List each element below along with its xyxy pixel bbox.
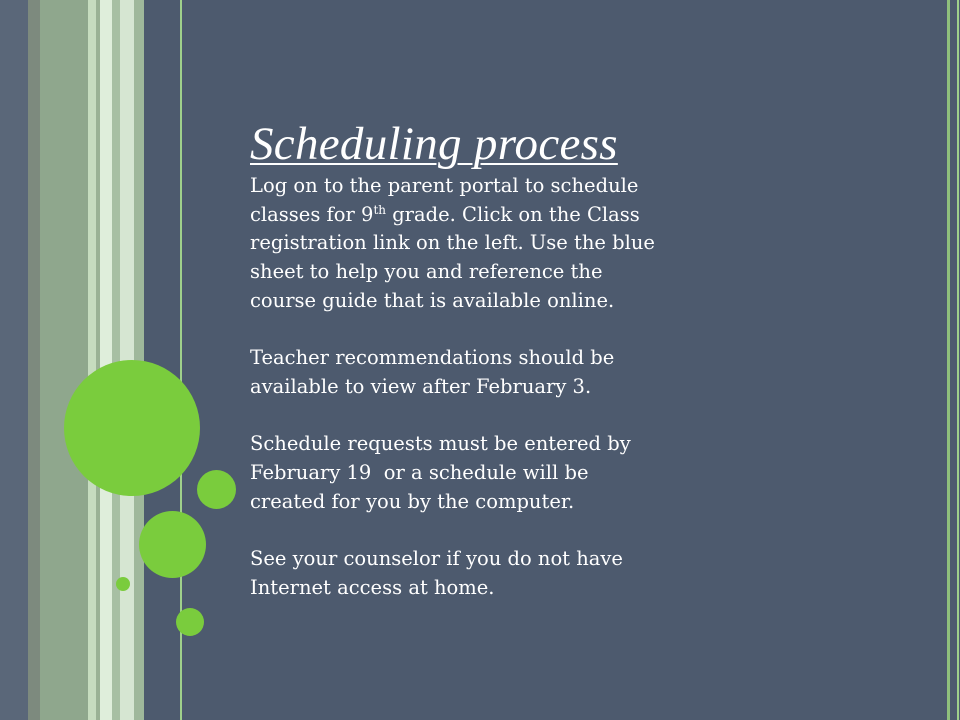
slide-content	[250, 116, 730, 603]
spacer	[250, 316, 730, 345]
text-line: February 19 or a schedule will be	[250, 461, 589, 484]
decorative-circle-large	[64, 360, 200, 496]
text-line: Schedule requests must be entered by	[250, 432, 631, 456]
paragraph-teacher-recommendations	[250, 344, 730, 401]
text-line: available to view after February 3.	[250, 374, 592, 398]
text-span: grade. Click on the Class	[386, 202, 640, 226]
decorative-stripe	[28, 0, 40, 720]
superscript: th	[373, 202, 386, 217]
paragraph-counselor	[250, 545, 730, 602]
text-line: Teacher recommendations should be	[250, 346, 615, 370]
text-line: sheet to help you and reference the	[250, 260, 603, 284]
text-span: classes for 9	[250, 202, 374, 226]
spacer	[250, 516, 730, 545]
decorative-circle-small	[176, 608, 204, 636]
text-line: registration link on the left. Use the blue	[250, 231, 655, 255]
decorative-line	[957, 0, 959, 720]
decorative-circle-small	[197, 470, 236, 509]
text-line	[250, 201, 730, 230]
paragraph-deadline	[250, 430, 730, 516]
decorative-circle-medium	[139, 511, 206, 578]
decorative-stripe	[112, 0, 120, 720]
decorative-circle-tiny	[116, 577, 130, 591]
text-line: Internet access at home.	[250, 575, 495, 599]
paragraph-portal-instructions	[250, 172, 730, 316]
decorative-stripe	[88, 0, 96, 720]
decorative-stripe	[100, 0, 112, 720]
decorative-stripe	[40, 0, 88, 720]
decorative-line	[947, 0, 950, 720]
text-line: See your counselor if you do not have	[250, 547, 623, 571]
text-line: course guide that is available online.	[250, 288, 615, 312]
decorative-stripe	[0, 0, 28, 720]
text-line: Log on to the parent portal to schedule	[250, 174, 639, 197]
text-line: created for you by the computer.	[250, 489, 575, 513]
slide-title: Scheduling process	[250, 118, 618, 170]
spacer	[250, 402, 730, 431]
